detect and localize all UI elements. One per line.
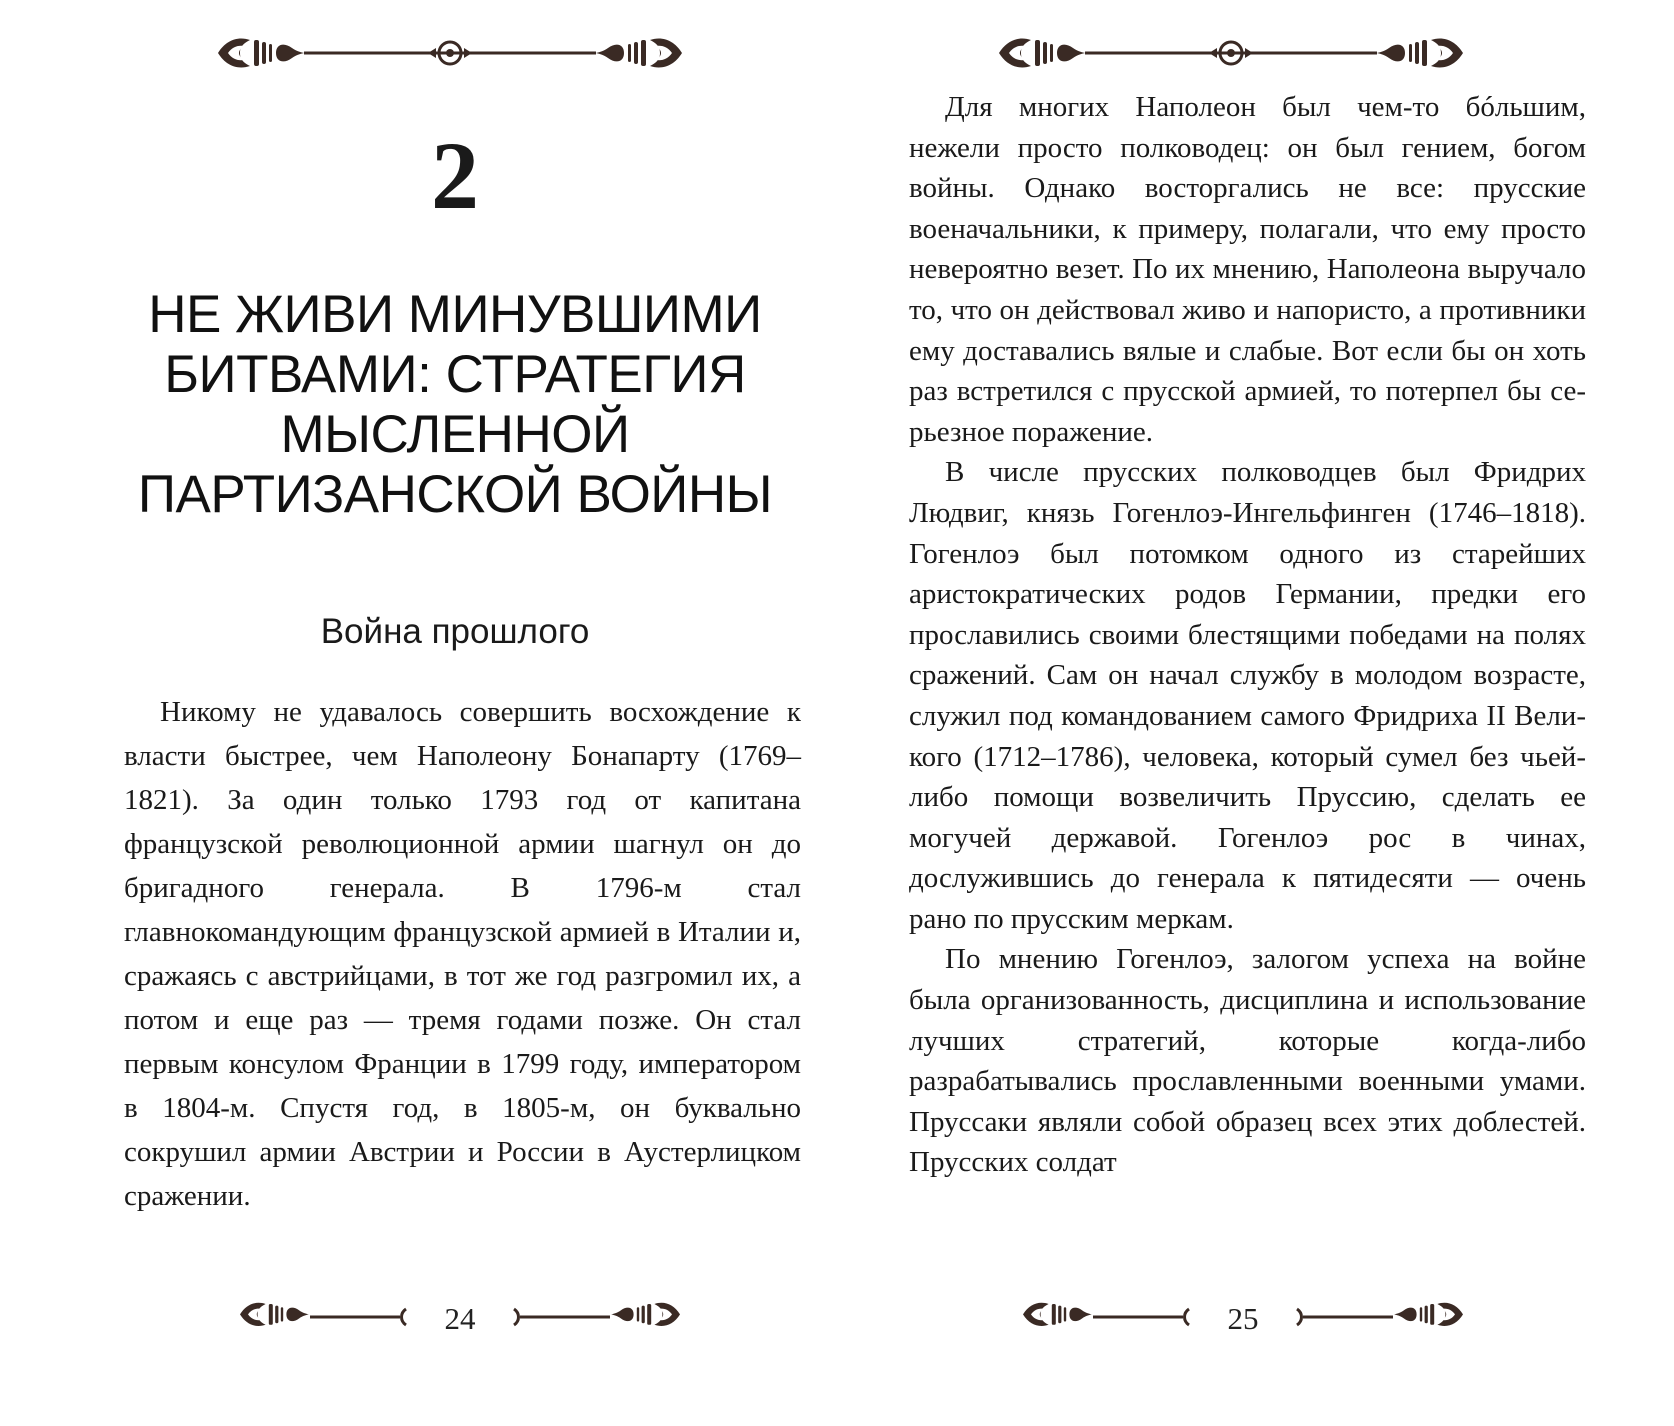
page-number: 24 bbox=[444, 1301, 476, 1336]
left-body-text bbox=[124, 690, 801, 1218]
paragraph: В числе прусских полководцев был Фридрих Людвиг, князь Гогенлоэ-Ингельфинген (1746–1818). Гогенлоэ был потомком одного из старейших аристократических родов Германии, предки его прославились своими блестящими победами на полях сражений. Сам он начал службу в молодом возрасте, служил под командованием самого Фридриха II Великого (1712–1786), человека, который сумел без чьей-либо помощи возвеличить Пруссию, сделать ее могучей державой. Гогенлоэ рос в чинах, дослужившись до генерала к пятидесяти — очень рано по прусским меркам. bbox=[909, 456, 1586, 935]
chapter-title-line: БИТВАМИ: СТРАТЕГИЯ bbox=[164, 345, 746, 404]
right-page bbox=[837, 0, 1674, 1426]
paragraph: Для многих Наполеон был чем-то бóльшим, нежели просто полководец: он был гением, богом войны. Однако восторгались не все: прусские военачальники, к примеру, полагали, что ему просто невероятно везет. По их мнению, Наполеона выручало то, что он действовал живо и напористо, а противники ему доставались вялые и слабые. Вот если бы он хоть раз встретился с прусской армией, то потерпел бы серьезное поражение. bbox=[909, 91, 1586, 448]
right-footer bbox=[1023, 1296, 1463, 1342]
chapter-title-line: ПАРТИЗАНСКОЙ ВОЙНЫ bbox=[137, 465, 773, 524]
footer-ornament-right-icon bbox=[510, 1299, 680, 1339]
chapter-number: 2 bbox=[431, 122, 479, 229]
chapter-title-line: МЫСЛЕННОЙ bbox=[280, 405, 630, 464]
top-ornament-right-icon bbox=[999, 30, 1463, 76]
left-footer bbox=[240, 1296, 680, 1342]
right-body-text bbox=[909, 87, 1586, 1183]
page-number: 25 bbox=[1227, 1301, 1259, 1336]
footer-ornament-left-icon bbox=[1023, 1299, 1193, 1339]
paragraph: По мнению Гогенлоэ, залогом успеха на войне была организованность, дисциплина и использование лучших стратегий, которые когда-либо разрабатывались прославленными военными умами. Пруссаки являли собой образец всех этих доблестей. Прусских солдат bbox=[909, 943, 1586, 1179]
chapter-title-line: НЕ ЖИВИ МИНУВШИМИ bbox=[148, 285, 762, 344]
paragraph: Никому не удавалось совершить восхождение к власти быстрее, чем Наполеону Бонапарту (1769–1821). За один только 1793 год от капитана французской революционной армии шагнул он до бригадного генерала. В 1796-м стал главнокомандующим французской армией в Италии и, сражаясь с австрийцами, в тот же год разгромил их, а потом и еще раз — тремя годами позже. Он стал первым консулом Франции в 1799 году, императором в 1804-м. Спустя год, в 1805-м, он буквально сокрушил армии Австрии и России в Аустерлицком сражении. bbox=[124, 696, 801, 1212]
section-title: Война прошлого bbox=[320, 612, 590, 651]
top-ornament-left-icon bbox=[218, 30, 682, 76]
chapter-title bbox=[100, 285, 810, 525]
footer-ornament-left-icon bbox=[240, 1299, 410, 1339]
footer-ornament-right-icon bbox=[1293, 1299, 1463, 1339]
